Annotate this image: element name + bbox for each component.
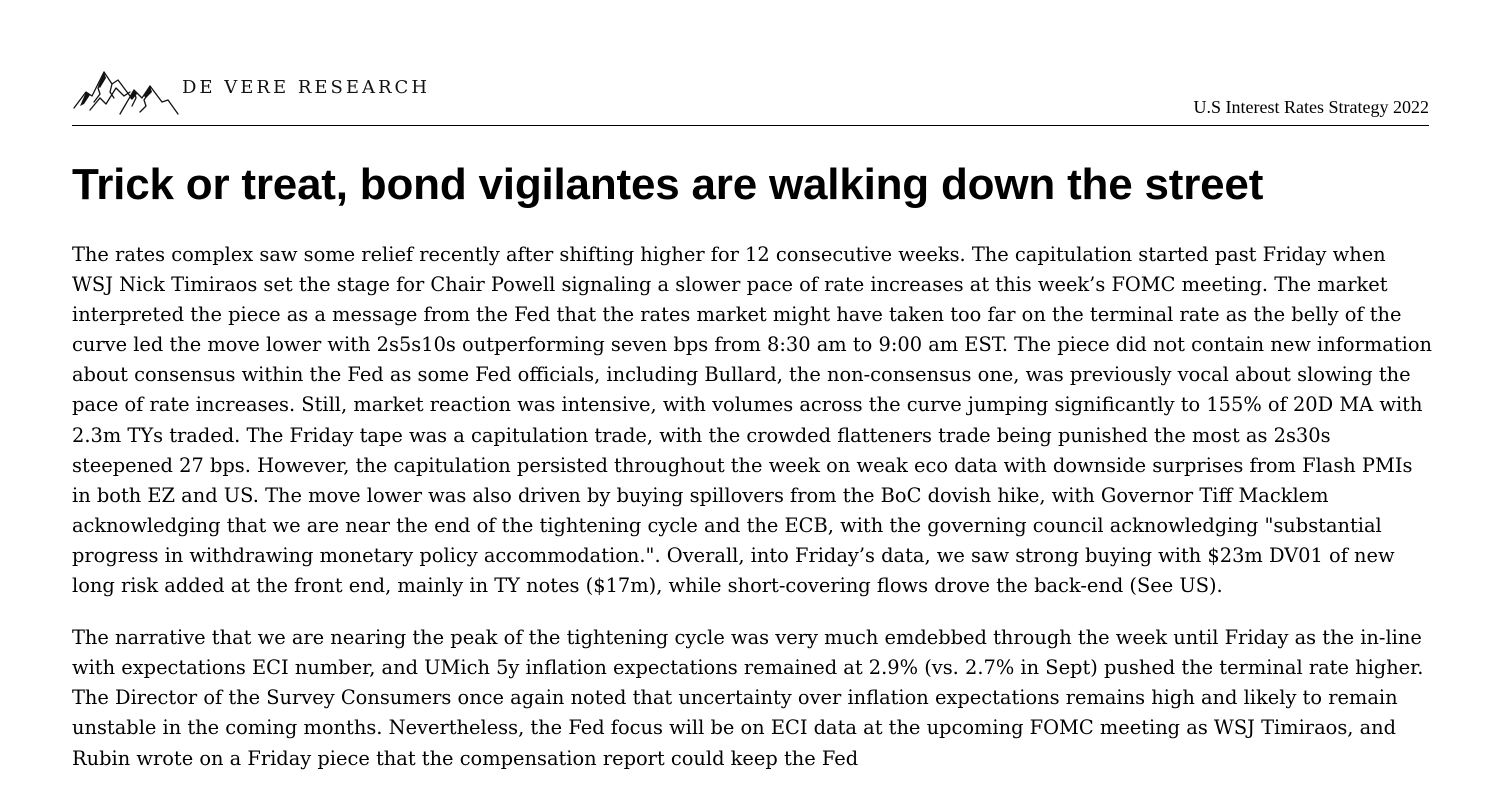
article-title: Trick or treat, bond vigilantes are walking down the street [72,160,1264,209]
page-header [72,0,1429,126]
mountain-logo-icon [72,66,180,116]
brand-name: DE VERE RESEARCH [182,76,431,98]
document-series-label: U.S Interest Rates Strategy 2022 [1193,97,1429,117]
brand-logo [72,66,430,116]
article-body [72,240,1432,796]
article-paragraph: The rates complex saw some relief recently after shifting higher for 12 consecutive weeks. The capitulation started past Friday when WSJ Nick Timiraos set the stage for Chair Powell signaling a slower pace of rate increases at this week’s FOMC meeting. The market interpreted the piece as a message from the Fed that the rates market might have taken too far on the terminal rate as the belly of the curve led the move lower with 2s5s10s outperforming seven bps from 8:30 am to 9:00 am EST. The piece did not contain new information about consensus within the Fed as some Fed officials, including Bullard, the non-consensus one, was previously vocal about slowing the pace of rate increases. Still, market reaction was intensive, with volumes across the curve jumping significantly to 155% of 20D MA with 2.3m TYs traded. The Friday tape was a capitulation trade, with the crowded flatteners trade being punished the most as 2s30s steepened 27 bps. However, the capitulation persisted throughout the week on weak eco data with downside surprises from Flash PMIs in both EZ and US. The move lower was also driven by buying spillovers from the BoC dovish hike, with Governor Tiff Macklem acknowledging that we are near the end of the tightening cycle and the ECB, with the governing council acknowledging "substantial progress in withdrawing monetary policy accommodation.". Overall, into Friday’s data, we saw strong buying with $23m DV01 of new long risk added at the front end, mainly in TY notes ($17m), while short-covering flows drove the back-end (See US). [72,243,1432,598]
report-page [72,0,1432,770]
article-paragraph: The narrative that we are nearing the peak of the tightening cycle was very much emdebbed through the week until Friday as the in-line with expectations ECI number, and UMich 5y inflation expectations remained at 2.9% (vs. 2.7% in Sept) pushed the terminal rate higher. The Director of the Survey Consumers once again noted that uncertainty over inflation expectations remains high and likely to remain unstable in the coming months. Nevertheless, the Fed focus will be on ECI data at the upcoming FOMC meeting as WSJ Timiraos, and Rubin wrote on a Friday piece that the compensation report could keep the Fed [72,626,1424,770]
